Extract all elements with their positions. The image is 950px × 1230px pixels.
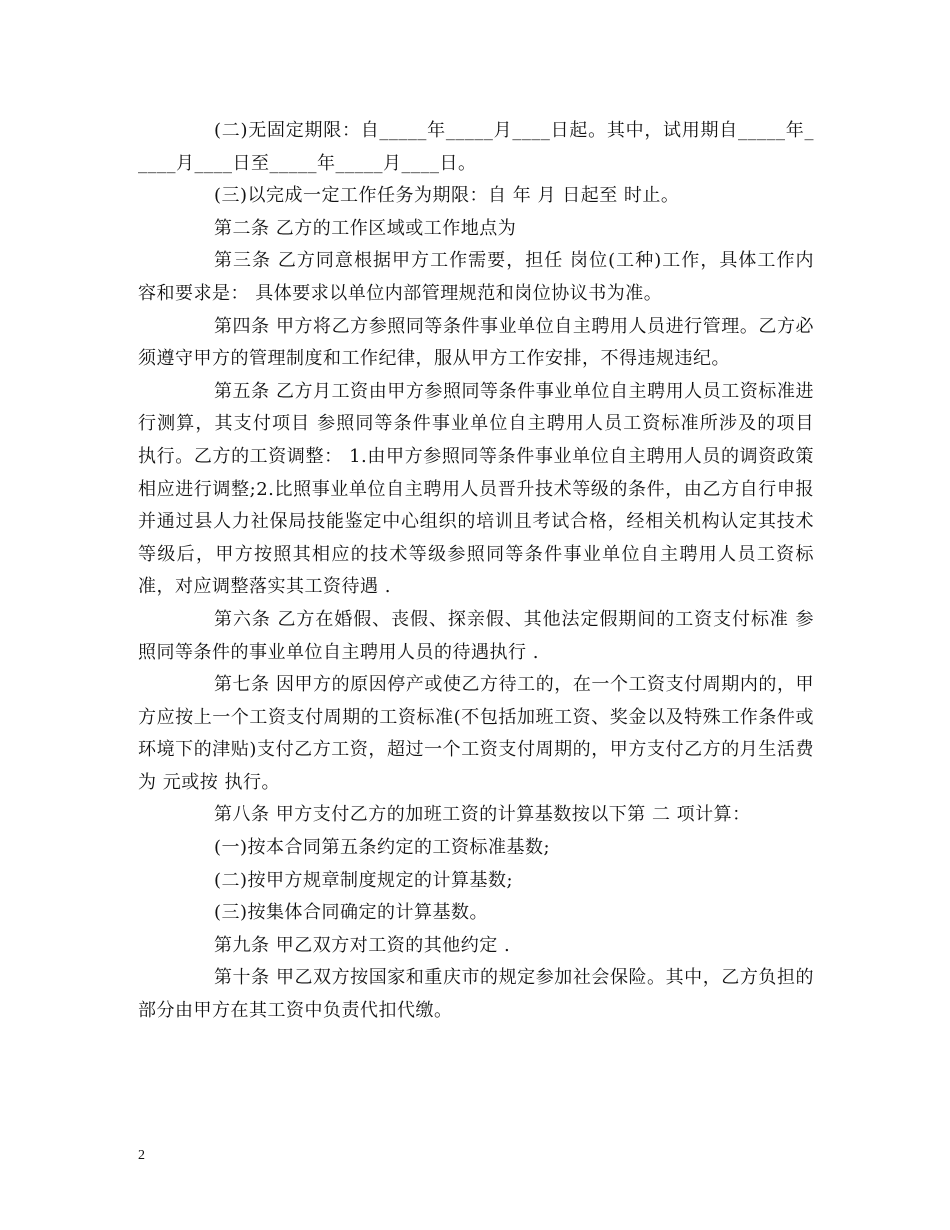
paragraph-article-7: 第七条 因甲方的原因停产或使乙方待工的，在一个工资支付周期内的，甲方应按上一个工资支付周期的工资标准(不包括加班工资、奖金以及特殊工作条件或环境下的津贴)支付乙方工资，超过一个工资支付周期的，甲方支付乙方的月生活费为 元或按 执行。	[138, 674, 814, 793]
paragraph-article-4: 第四条 甲方将乙方参照同等条件事业单位自主聘用人员进行管理。乙方必须遵守甲方的管理制度和工作纪律，服从甲方工作安排，不得违规违纪。	[138, 315, 814, 370]
paragraph-indefinite-term: (二)无固定期限：自_____年_____月____日起。其中，试用期自_____年_____月____日至_____年_____月____日。	[138, 120, 814, 174]
document-body	[138, 115, 814, 1028]
paragraph-article-2: 第二条 乙方的工作区域或工作地点为	[214, 217, 517, 239]
page-number: 2	[138, 1148, 145, 1163]
paragraph-article-6: 第六条 乙方在婚假、丧假、探亲假、其他法定假期间的工资支付标准 参照同等条件的事业单位自主聘用人员的待遇执行 .	[138, 608, 814, 663]
paragraph-article-8-item-3: (三)按集体合同确定的计算基数。	[214, 902, 489, 924]
paragraph-article-9: 第九条 甲乙双方对工资的其他约定 .	[214, 934, 511, 956]
paragraph-article-8: 第八条 甲方支付乙方的加班工资的计算基数按以下第 二 项计算：	[214, 804, 751, 826]
paragraph-article-10: 第十条 甲乙双方按国家和重庆市的规定参加社会保险。其中，乙方负担的部分由甲方在其工资中负责代扣代缴。	[138, 967, 814, 1022]
paragraph-article-3: 第三条 乙方同意根据甲方工作需要，担任 岗位(工种)工作，具体工作内容和要求是： 具体要求以单位内部管理规范和岗位协议书为准。	[138, 250, 814, 304]
paragraph-article-8-item-1: (一)按本合同第五条约定的工资标准基数;	[214, 837, 551, 859]
paragraph-task-term: (三)以完成一定工作任务为期限：自 年 月 日起至 时止。	[214, 185, 680, 207]
paragraph-article-5: 第五条 乙方月工资由甲方参照同等条件事业单位自主聘用人员工资标准进行测算，其支付项目 参照同等条件事业单位自主聘用人员工资标准所涉及的项目 执行。乙方的工资调整： 1.由甲方参照同等条件事业单位自主聘用人员的调资政策相应进行调整;2.比照事业单位自主聘用人员晋升技术等级的条件，由乙方自行申报并通过县人力社保局技能鉴定中心组织的培训且考试合格，经相关机构认定其技术等级后，甲方按照其相应的技术等级参照同等条件事业单位自主聘用人员工资标准，对应调整落实其工资待遇 .	[138, 380, 814, 598]
paragraph-article-8-item-2: (二)按甲方规章制度规定的计算基数;	[214, 869, 514, 891]
